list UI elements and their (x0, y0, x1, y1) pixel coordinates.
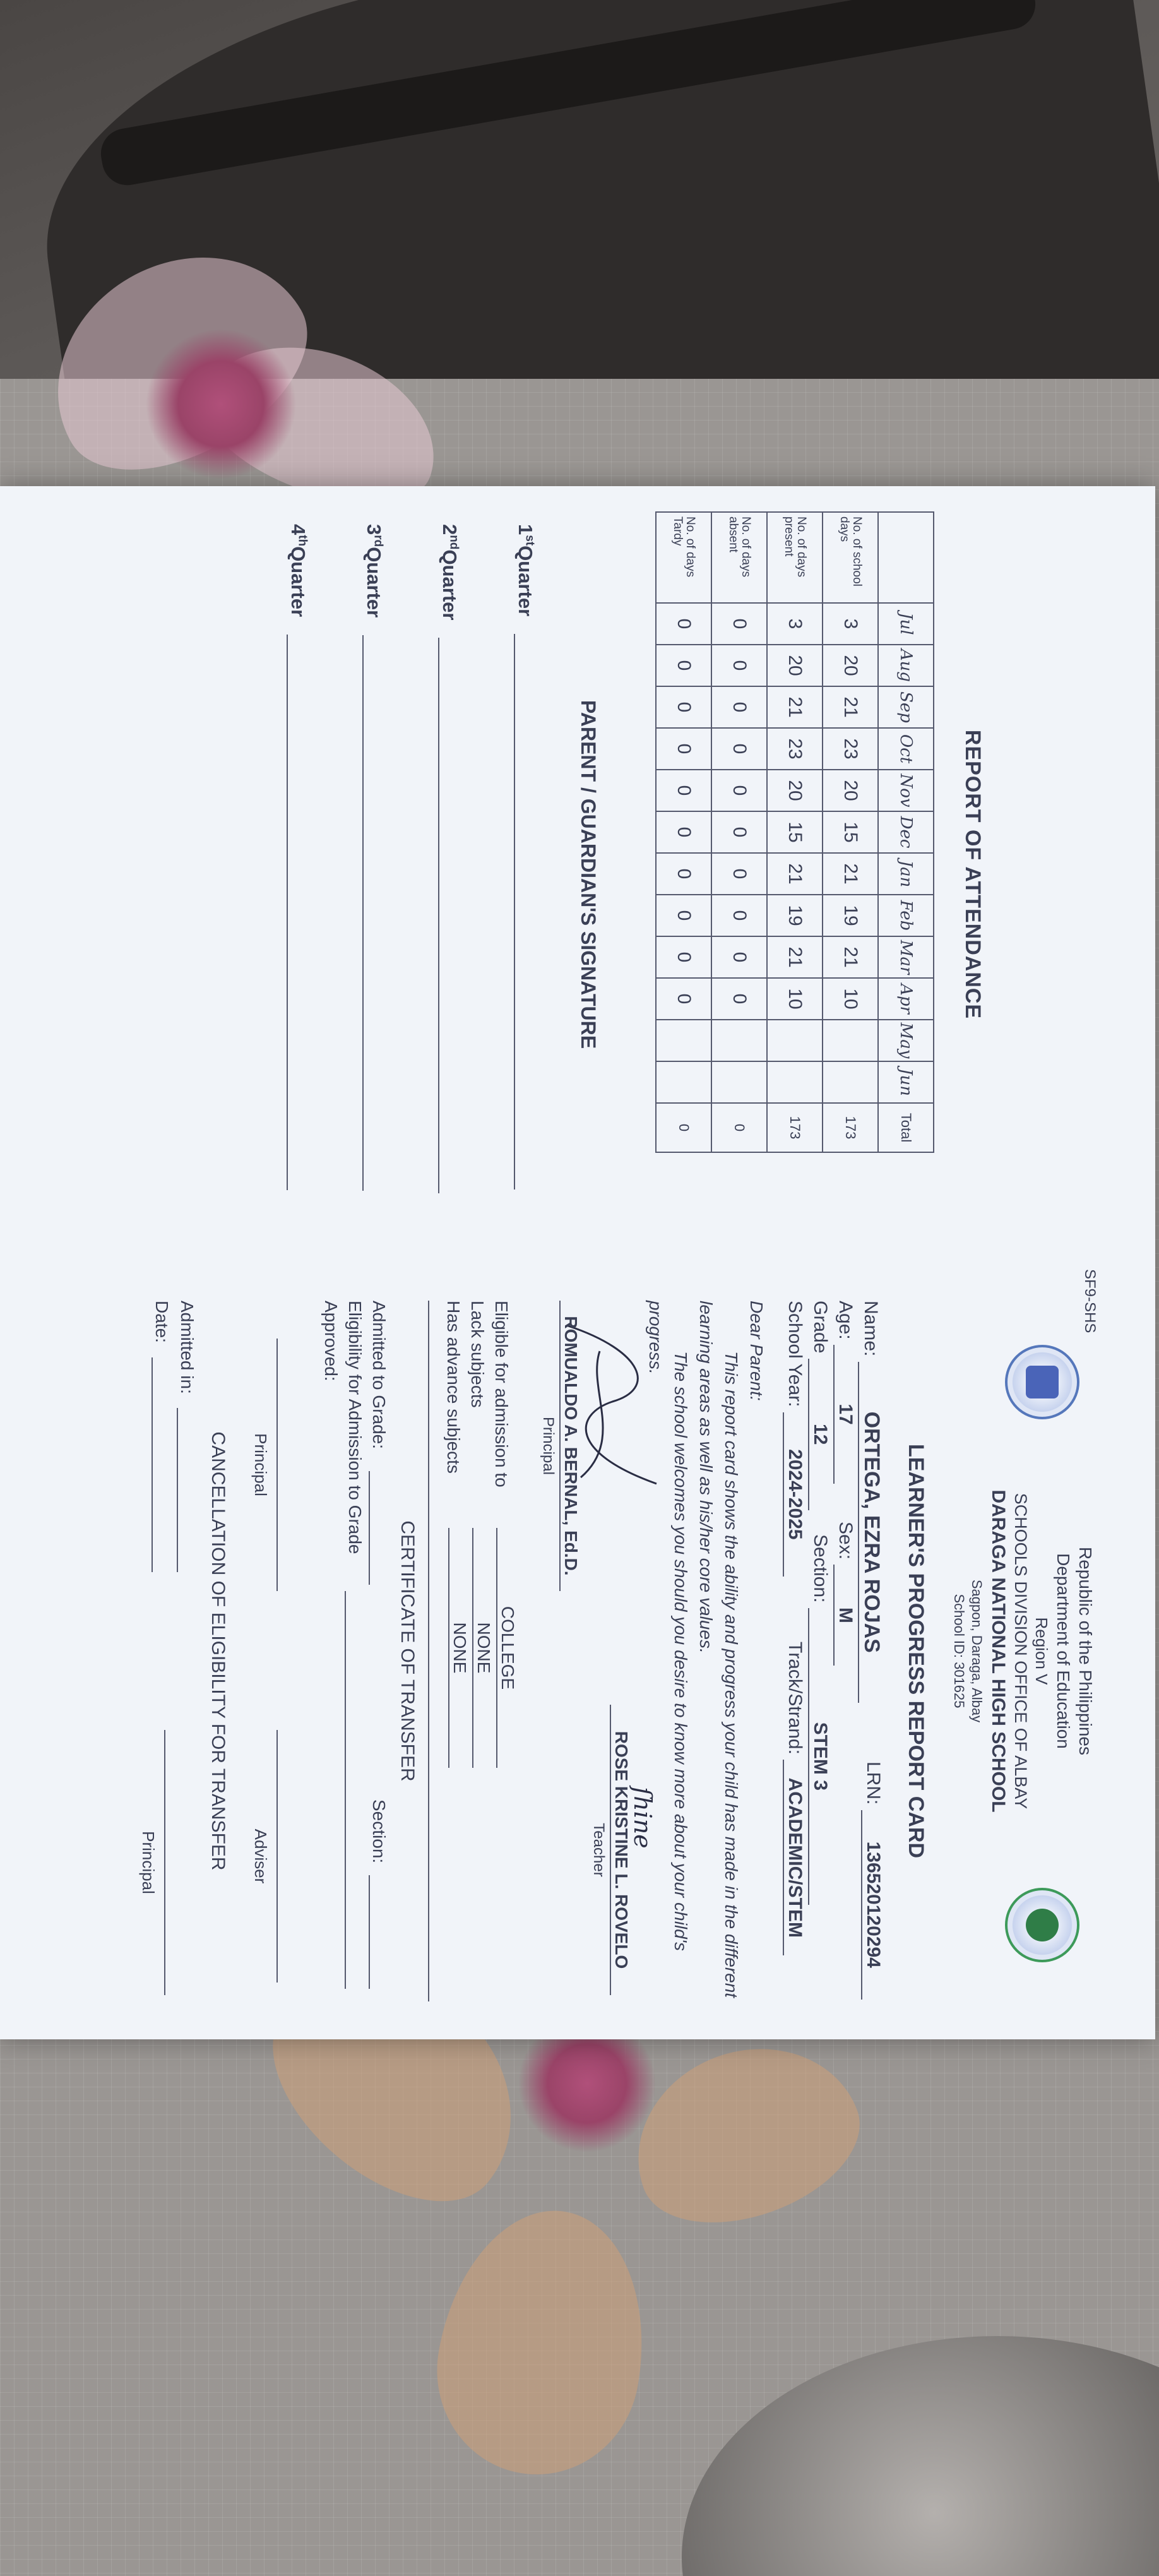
transfer-adviser-line (276, 1730, 278, 1983)
month-header: Apr (878, 978, 934, 1020)
row-label: No. of school days (823, 512, 878, 603)
grade-field (808, 1301, 831, 1510)
attendance-total: 173 (767, 1103, 823, 1152)
attendance-cell: 23 (767, 728, 823, 770)
attendance-cell: 0 (711, 853, 767, 895)
date-line (152, 1357, 153, 1572)
month-header: Jun (878, 1061, 934, 1103)
transfer-principal-label: Principal (251, 1433, 270, 1496)
attendance-cell (823, 1020, 878, 1061)
row-label: No. of days present (767, 512, 823, 603)
row-label: No. of days Tardy (656, 512, 711, 603)
age-value: 17 (833, 1345, 856, 1484)
quarter-number: 4 (287, 524, 309, 535)
attendance-cell (656, 1061, 711, 1103)
department-line: Department of Education (1054, 1553, 1073, 1749)
admitted-grade-label: Admitted to Grade: (369, 1301, 389, 1450)
advance-subjects-label: Has advance subjects (444, 1301, 463, 1474)
attendance-cell: 0 (711, 645, 767, 686)
quarter-suffix: rd (371, 535, 385, 547)
attendance-total: 173 (823, 1103, 878, 1152)
sex-field (833, 1522, 856, 1666)
attendance-total: 0 (656, 1103, 711, 1152)
quarter-3-signature (362, 524, 385, 1191)
attendance-cell: 20 (823, 645, 878, 686)
transfer-section-label: Section: (369, 1799, 389, 1864)
attendance-cell: 0 (656, 895, 711, 936)
attendance-cell: 20 (767, 645, 823, 686)
school-name: DARAGA NATIONAL HIGH SCHOOL (988, 1489, 1009, 1813)
age-label: Age: (835, 1301, 856, 1340)
month-header: Feb (878, 895, 934, 936)
attendance-cell: 10 (767, 978, 823, 1020)
month-header: Mar (878, 936, 934, 978)
signature-line (362, 635, 381, 1191)
attendance-cell: 21 (767, 686, 823, 728)
month-header: Aug (878, 645, 934, 686)
attendance-header-row (878, 512, 934, 1152)
quarter-suffix: st (523, 535, 537, 546)
quarter-suffix: th (295, 535, 309, 547)
quarter-label: Quarter (287, 546, 309, 617)
attendance-cell (823, 1061, 878, 1103)
section-divider (428, 1301, 429, 2001)
signature-line (514, 634, 533, 1190)
principal-role: Principal (540, 1416, 557, 1476)
attendance-cell: 19 (823, 895, 878, 936)
report-card-title: LEARNER'S PROGRESS REPORT CARD (904, 1443, 928, 1859)
attendance-cell: 0 (711, 686, 767, 728)
month-header: Jul (878, 603, 934, 645)
attendance-cell: 0 (711, 811, 767, 853)
region-line: Region V (1032, 1617, 1051, 1685)
header-corner (878, 512, 934, 603)
attendance-cell: 3 (823, 603, 878, 645)
school-id: School ID: 301625 (951, 1594, 967, 1708)
quarter-4-signature (287, 524, 309, 1190)
quarter-label: Quarter (514, 546, 537, 617)
letter-paragraph-1: This report card shows the ability and progress your child has made in the different learning areas as well as his/her core values. (696, 1301, 741, 1998)
attendance-cell: 0 (656, 686, 711, 728)
eligible-label: Eligible for admission to (492, 1301, 511, 1488)
attendance-cell: 10 (823, 978, 878, 1020)
division-line: SCHOOLS DIVISION OFFICE OF ALBAY (1011, 1493, 1030, 1810)
month-header: Sep (878, 686, 934, 728)
school-address: Sagpon, Daraga, Albay (969, 1579, 985, 1723)
month-header: Oct (878, 728, 934, 770)
attendance-cell: 0 (711, 936, 767, 978)
section-value: STEM 3 (808, 1608, 831, 1905)
quarter-suffix: nd (447, 535, 461, 550)
republic-line: Republic of the Philippines (1076, 1547, 1095, 1755)
attendance-row-school-days (823, 512, 878, 1152)
grade-value: 12 (808, 1359, 831, 1510)
attendance-cell: 21 (823, 686, 878, 728)
attendance-table (655, 511, 934, 1153)
parent-signature-title: PARENT / GUARDIAN'S SIGNATURE (577, 700, 600, 1049)
admitted-grade-line (369, 1471, 370, 1585)
attendance-cell: 0 (656, 645, 711, 686)
cancellation-principal-line (164, 1730, 165, 1995)
sex-label: Sex: (835, 1522, 856, 1560)
attendance-cell: 15 (823, 811, 878, 853)
flower-center (145, 328, 297, 480)
attendance-cell: 0 (656, 770, 711, 811)
attendance-cell (656, 1020, 711, 1061)
lrn-value: 136520120294 (861, 1810, 884, 2000)
quarter-number: 1 (514, 524, 537, 535)
signature-line (287, 635, 306, 1190)
principal-name: ROMUALDO A. BERNAL, Ed.D. (559, 1301, 581, 1591)
lrn-label: LRN: (863, 1762, 884, 1805)
attendance-cell: 21 (767, 936, 823, 978)
section-field (808, 1534, 831, 1905)
name-field (858, 1301, 884, 1703)
letter-paragraph-2: The school welcomes you should you desire to know more about your child's progress. (646, 1301, 691, 1952)
attendance-cell: 0 (711, 603, 767, 645)
school-year-value: 2024-2025 (783, 1412, 805, 1577)
section-label: Section: (810, 1534, 831, 1603)
quarter-number: 3 (363, 524, 385, 535)
progress-card-panel (0, 1263, 1155, 2039)
track-strand-label: Track/Strand: (785, 1642, 805, 1755)
attendance-cell: 23 (823, 728, 878, 770)
lack-subjects-label: Lack subjects (468, 1301, 487, 1408)
attendance-cell: 0 (656, 978, 711, 1020)
attendance-cell (711, 1020, 767, 1061)
track-strand-field (783, 1642, 805, 1955)
attendance-cell: 0 (711, 728, 767, 770)
age-field (833, 1301, 856, 1484)
attendance-cell (767, 1061, 823, 1103)
teacher-role: Teacher (590, 1823, 607, 1877)
eligible-value: COLLEGE (496, 1528, 518, 1768)
school-year-field (783, 1301, 805, 1577)
admitted-in-label: Admitted in: (177, 1301, 197, 1394)
quarter-1-signature (514, 524, 537, 1190)
attendance-cell: 0 (656, 603, 711, 645)
attendance-cell: 0 (656, 853, 711, 895)
eligibility-grade-label: Eligibility for Admission to Grade (345, 1301, 365, 1554)
lack-subjects-value: NONE (472, 1528, 494, 1768)
name-value: ORTEGA, EZRA ROJAS (858, 1362, 884, 1703)
admitted-in-line (177, 1408, 178, 1572)
cancellation-title: CANCELLATION OF ELIGIBILITY FOR TRANSFER (208, 1431, 229, 1871)
transfer-principal-line (276, 1339, 278, 1591)
attendance-cell (767, 1020, 823, 1061)
track-strand-value: ACADEMIC/STEM (783, 1760, 805, 1955)
attendance-cell: 0 (711, 978, 767, 1020)
approved-label: Approved: (321, 1301, 341, 1381)
attendance-cell: 19 (767, 895, 823, 936)
lrn-field (861, 1762, 884, 2000)
quarter-2-signature (438, 524, 461, 1193)
date-label: Date: (152, 1301, 172, 1343)
attendance-row-days-present (767, 512, 823, 1152)
transfer-section-line (369, 1875, 370, 1989)
form-code: SF9-SHS (1081, 1269, 1098, 1333)
attendance-row-days-tardy (656, 512, 711, 1152)
attendance-cell: 3 (767, 603, 823, 645)
signature-line (438, 638, 457, 1193)
attendance-title: REPORT OF ATTENDANCE (961, 729, 985, 1020)
attendance-cell: 0 (656, 728, 711, 770)
attendance-total: 0 (711, 1103, 767, 1152)
eligibility-grade-line (345, 1591, 346, 1989)
attendance-cell: 21 (767, 853, 823, 895)
quarter-number: 2 (439, 524, 461, 535)
grade-label: Grade (810, 1301, 831, 1354)
quarter-label: Quarter (439, 549, 461, 621)
dear-parent: Dear Parent: (747, 1301, 766, 1401)
report-card-document (0, 486, 1155, 2039)
teacher-signature: ſhine (629, 1787, 657, 1849)
attendance-cell: 0 (656, 936, 711, 978)
school-year-label: School Year: (785, 1301, 805, 1407)
attendance-cell: 21 (823, 936, 878, 978)
attendance-cell: 0 (656, 811, 711, 853)
attendance-cell (711, 1061, 767, 1103)
transfer-adviser-label: Adviser (251, 1828, 270, 1884)
quarter-label: Quarter (363, 547, 385, 618)
cancellation-principal-label: Principal (139, 1831, 158, 1894)
sex-value: M (833, 1565, 856, 1666)
attendance-cell: 21 (823, 853, 878, 895)
report-card-paper (0, 486, 1155, 2039)
certificate-of-transfer-title: CERTIFICATE OF TRANSFER (397, 1520, 418, 1782)
attendance-cell: 20 (767, 770, 823, 811)
attendance-cell: 0 (711, 895, 767, 936)
row-label: No. of days absent (711, 512, 767, 603)
attendance-cell: 15 (767, 811, 823, 853)
attendance-cell: 20 (823, 770, 878, 811)
attendance-cell: 0 (711, 770, 767, 811)
teacher-name: ROSE KRISTINE L. ROVELO (610, 1705, 631, 1995)
attendance-panel (0, 486, 1155, 1263)
total-header: Total (878, 1103, 934, 1152)
month-header: Jan (878, 853, 934, 895)
attendance-row-days-absent (711, 512, 767, 1152)
month-header: May (878, 1020, 934, 1061)
month-header: Nov (878, 770, 934, 811)
advance-subjects-value: NONE (448, 1528, 470, 1768)
month-header: Dec (878, 811, 934, 853)
name-label: Name: (860, 1301, 881, 1357)
